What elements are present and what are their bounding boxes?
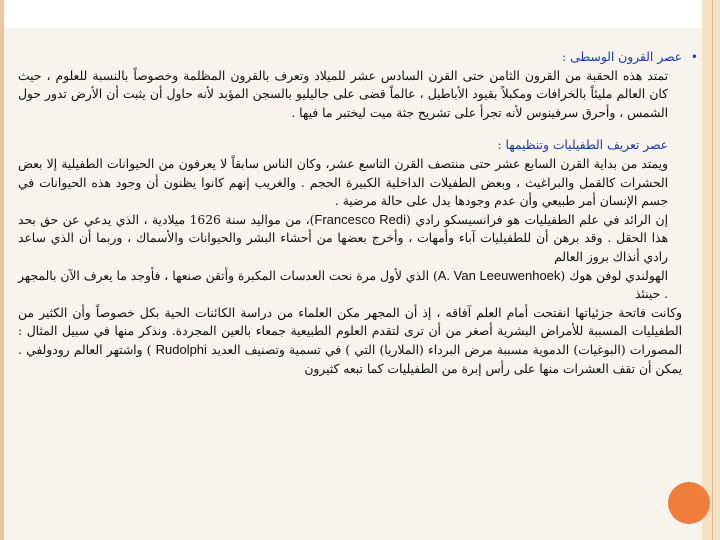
latin-name: A. Van Leeuwenhoek: [437, 267, 561, 283]
section-paragraph: الهولندي لوفن هوك (A. Van Leeuwenhoek) الذي لأول مرة نحت العدسات المكبرة وأتقن صنعها ، فأوجد ما يعرف الآن بالمجهر . حينئذ: [18, 267, 668, 302]
decorative-circle: [668, 482, 710, 524]
section-paragraph: وكانت فاتحة جزئياتها انفتحت أمام العلم آفاقه ، إذ أن المجهر مكن العلماء من دراسة الكائنات الحية بكل خصوصاً وأن الكثير من الطفيليات المسببة للأمراض البشرية أصغر من أن ترى لتقدم العلوم الطبيعية جمعاء بالعين المجردة. ونذكر منها في سبيل المثال : المصورات (البوغيات) الدموية مسببة مرض البرداء (الملاريا) التي ) في تسمية وتصنيف العديد Rudolphi ) واشتهر العالم رودولفي . يمكن أن تقف العشرات منها على رأس إبرة من الطفيليات كما تبعه كثيرون: [18, 305, 682, 376]
section-heading: عصر تعريف الطفيليات وتنظيمها :: [497, 138, 668, 153]
left-border: [0, 0, 4, 540]
bullet-icon: •: [690, 50, 698, 64]
section-paragraph: ويمتد من بداية القرن السابع عشر حتى منتصف القرن التاسع عشر، وكان الناس سابقاً لا يعرفون من الحيوانات الطفيلية إلا بعض الحشرات كالقمل والبراغيث ، وبعض الطفيلات الداخلية الكبيرة الحجم . والغريب إنهم كانوا يظنون أن وجود هذه الحيوانات في جسم الإنسان أمر طبيعي وأن عدم وجودها يدل على حالة مرضية .: [18, 156, 668, 209]
section-paragraph: تمتد هذه الحقبة من القرون الثامن حتى القرن السادس عشر للميلاد وتعرف بالقرون المظلمة وخصوصاً بالنسبة للعلوم ، حيث كان العالم مليئاً بالخرافات ومكبلاً بقيود الأباطيل ، عالماً قضى على جاليليو بالسجن المؤبد لأنه حاول أن يثبت أن الأرض تدور حول الشمس ، وأحرق سرفينوس لأنه تجرأ على تشريح جثة ميت ليختبر ما فيها .: [18, 68, 668, 120]
right-divider-line: [712, 0, 713, 540]
section-heading: عصر القرون الوسطى :: [562, 50, 682, 64]
slide-content: [18, 48, 698, 378]
latin-name: Rudolphi: [155, 341, 207, 357]
section-middle-ages: [18, 48, 698, 67]
right-decorative-stripe: [702, 0, 720, 540]
top-bar: [0, 0, 720, 28]
section-paragraph: إن الرائد في علم الطفيليات هو فرانسيسكو رادي (Francesco Redi)، من مواليد سنة 1626 ميلادية ، الذي يدعي عن حق بحد هذا الحقل . وقد برهن أن للطفيليات آباء وأمهات ، وأخرج بعضها من أحشاء البشر والحيوانات والأسماك ، وربما أن الذي ساعد رادي أنذاك بروز العالم: [18, 211, 668, 264]
latin-name: Francesco Redi: [314, 211, 407, 227]
